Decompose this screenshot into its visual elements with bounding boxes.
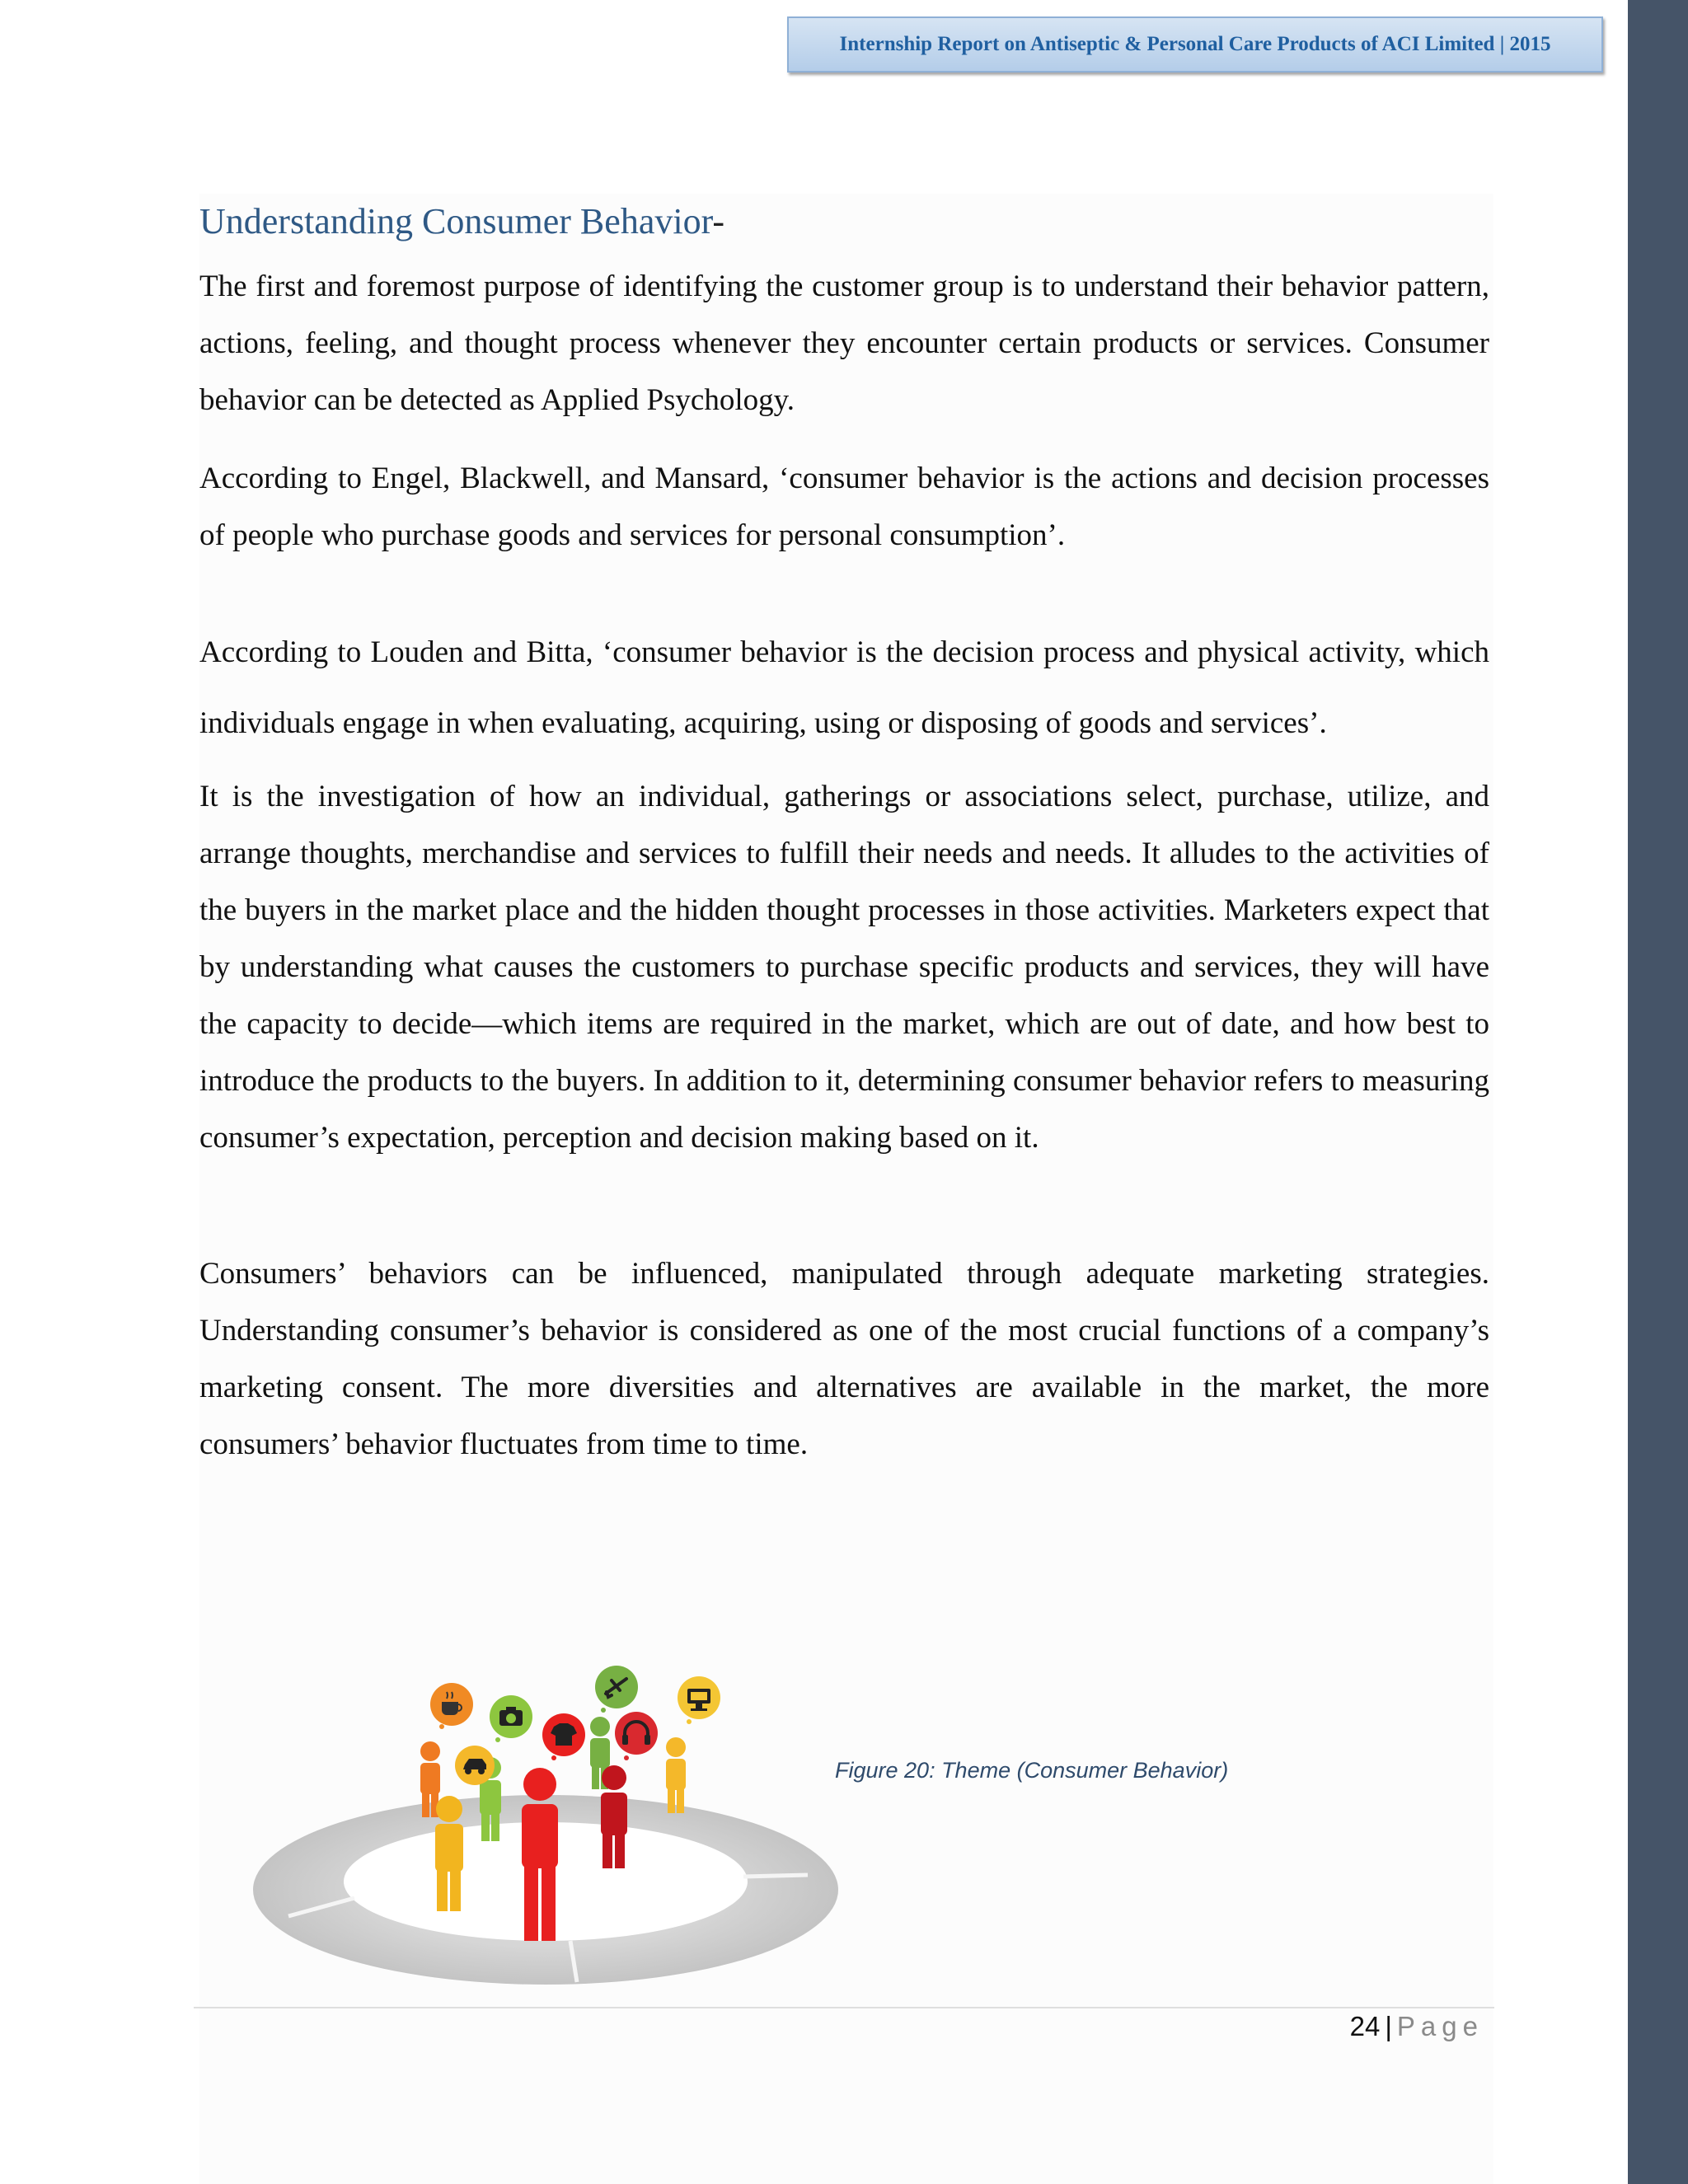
page-separator: |	[1385, 2011, 1392, 2041]
headphones-icon	[615, 1712, 658, 1760]
section-heading-text: Understanding Consumer Behavior	[199, 201, 713, 241]
paragraph-influence: Consumers’ behaviors can be influenced, manipulated through adequate marketing strategies. Understanding consumer’s behavior is considered as one of the most crucial functions of a company’s marketing consent. The more diversities and alternatives are available in the market, the more consumers’ behavior fluctuates from time to time.	[199, 1257, 1489, 1461]
report-header-banner	[787, 16, 1603, 73]
page-label: Page	[1396, 2011, 1484, 2041]
coffee-cup-icon	[430, 1683, 473, 1729]
tshirt-icon	[542, 1713, 585, 1760]
section-heading	[199, 194, 1489, 250]
right-sidebar-band	[1628, 0, 1688, 2184]
consumer-behavior-illustration	[239, 1644, 849, 1990]
section-heading-dash: -	[712, 201, 724, 241]
monitor-icon	[678, 1676, 720, 1724]
person-yellow-right-figure	[666, 1737, 686, 1813]
car-icon	[455, 1746, 495, 1785]
airplane-icon	[595, 1666, 638, 1713]
figure-caption: Figure 20: Theme (Consumer Behavior)	[835, 1758, 1229, 1783]
paragraph-louden-definition: According to Louden and Bitta, ‘consumer behavior is the decision process and physical activity, which individuals engage in when evaluating, acquiring, using or disposing of goods and services’.	[199, 635, 1489, 740]
report-header-text: Internship Report on Antiseptic & Personal Care Products of ACI Limited | 2015	[839, 33, 1551, 55]
footer-divider	[194, 2007, 1494, 2008]
paragraph-investigation: It is the investigation of how an individual, gatherings or associations select, purchase, utilize, and arrange thoughts, merchandise and services to fulfill their needs and needs. It alludes to the activities of the buyers in the market place and the hidden thought processes in those activities. Marketers expect that by understanding what causes the customers to purchase specific products and services, they will have the capacity to decide—which items are required in the market, which are out of date, and how best to introduce the products to the buyers. In addition to it, determining consumer behavior refers to measuring consumer’s expectation, perception and decision making based on it.	[199, 780, 1489, 1155]
paragraph-purpose: The first and foremost purpose of identifying the customer group is to understand their behavior pattern, actions, feeling, and thought process whenever they encounter certain products or services. Consumer behavior can be detected as Applied Psychology.	[199, 269, 1489, 417]
page-footer	[1335, 2011, 1484, 2042]
page-content	[199, 194, 1489, 1473]
paragraph-engel-definition: According to Engel, Blackwell, and Mansard, ‘consumer behavior is the actions and decision processes of people who purchase goods and services for personal consumption’.	[199, 462, 1489, 552]
page-number: 24	[1349, 2011, 1381, 2041]
camera-icon	[490, 1695, 532, 1742]
